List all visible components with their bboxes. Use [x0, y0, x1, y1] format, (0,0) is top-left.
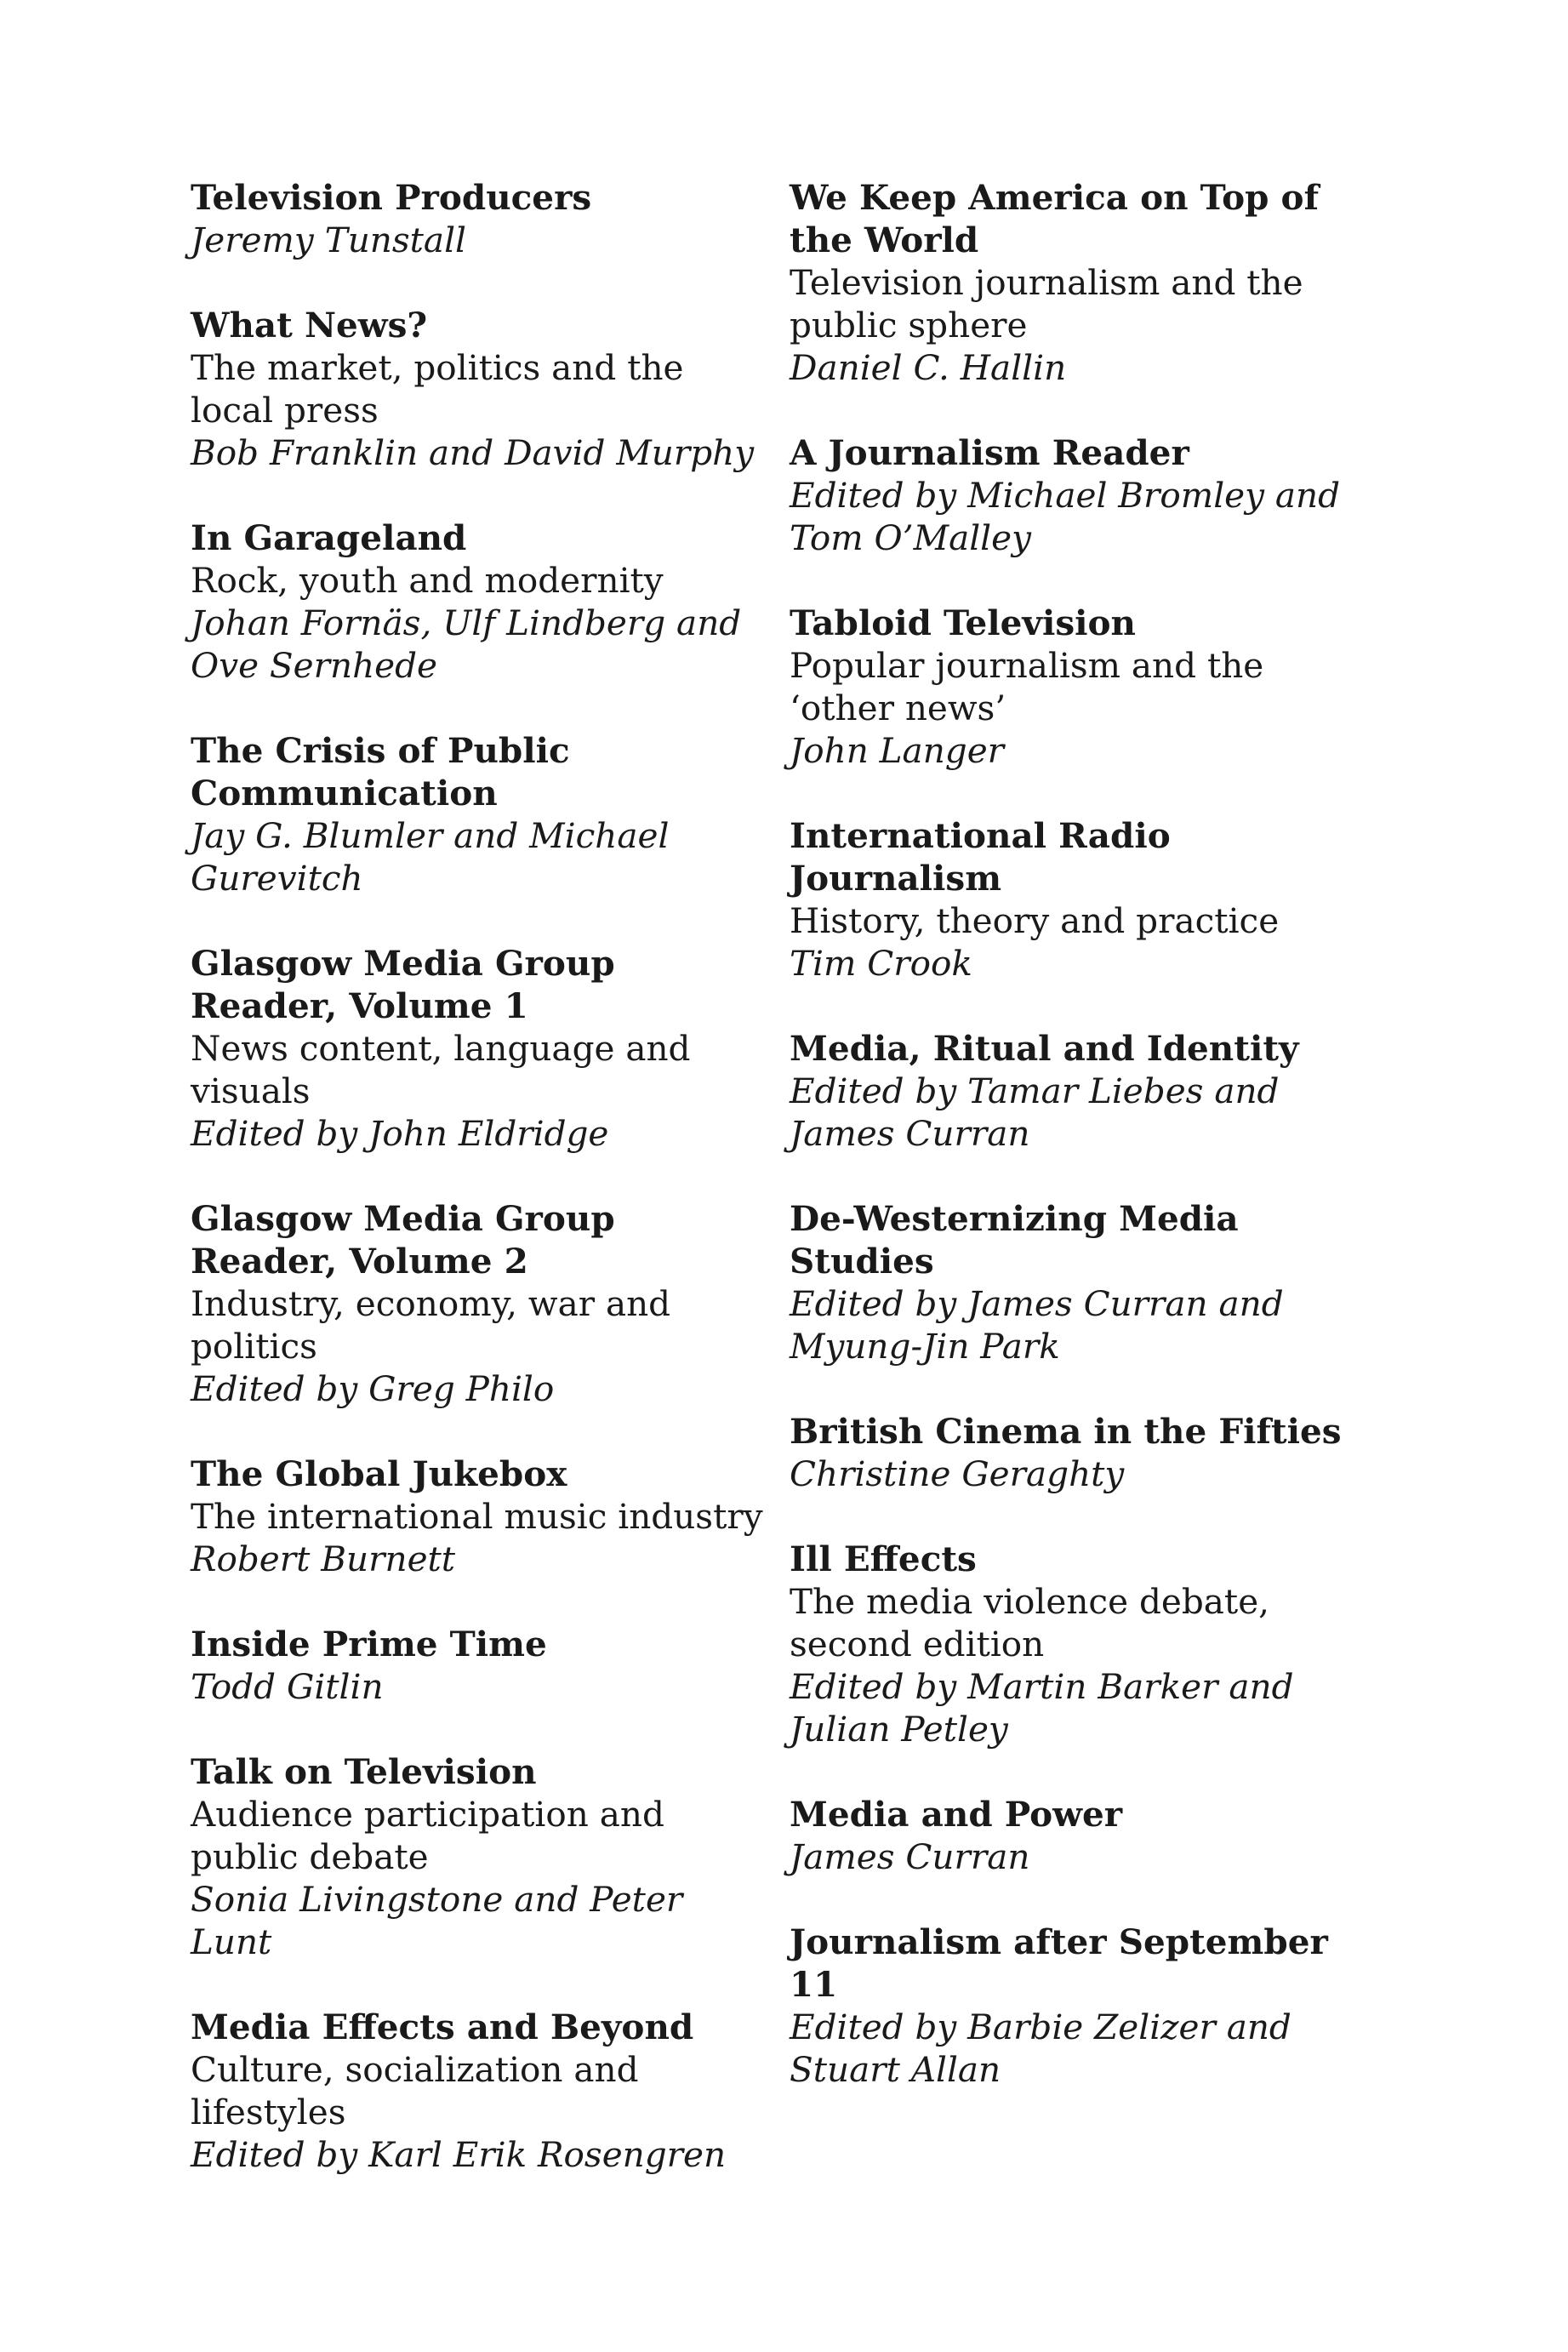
book-author: Edited by James Curran and Myung-Jin Park: [790, 1283, 1284, 1367]
book-author: Tim Crook: [790, 943, 972, 984]
book-author: Daniel C. Hallin: [790, 347, 1067, 388]
book-title: Glasgow Media Group Reader, Volume 1: [191, 943, 615, 1026]
book-title: We Keep America on Top of the World: [790, 177, 1319, 260]
book-title: Tabloid Television: [790, 602, 1136, 643]
book-entry: [790, 1538, 1368, 1750]
book-entry: [191, 176, 769, 261]
book-entry: [191, 517, 769, 687]
book-author: Edited by Greg Philo: [191, 1368, 555, 1409]
book-subtitle: The market, politics and the local press: [191, 347, 684, 431]
book-entry: [191, 729, 769, 899]
book-author: Johan Fornäs, Ulf Lindberg and Ove Sernhede: [191, 602, 742, 686]
book-entry: [191, 1623, 769, 1708]
book-title: De-Westernizing Media Studies: [790, 1198, 1239, 1282]
book-title: What News?: [191, 305, 428, 345]
book-author: John Langer: [790, 730, 1005, 771]
book-title: The Global Jukebox: [191, 1453, 567, 1494]
book-entry: [790, 176, 1368, 389]
book-title: Glasgow Media Group Reader, Volume 2: [191, 1198, 615, 1282]
book-title: Media and Power: [790, 1794, 1123, 1835]
book-entry: [790, 1921, 1368, 2091]
book-subtitle: Television journalism and the public sphere: [790, 262, 1303, 345]
book-entry: [191, 2006, 769, 2176]
book-subtitle: The international music industry: [191, 1496, 763, 1537]
book-subtitle: History, theory and practice: [790, 900, 1280, 941]
book-entry: [191, 304, 769, 474]
book-subtitle: Rock, youth and modernity: [191, 560, 664, 601]
book-author: Robert Burnett: [191, 1539, 456, 1579]
book-author: Edited by Martin Barker and Julian Petley: [790, 1666, 1294, 1750]
book-entry: [191, 1453, 769, 1580]
book-subtitle: News content, language and visuals: [191, 1028, 691, 1111]
book-author: James Curran: [790, 1836, 1030, 1877]
book-title: Journalism after September 11: [790, 1921, 1328, 2005]
book-entry: [790, 1410, 1368, 1495]
book-entry: [790, 431, 1368, 559]
book-author: Christine Geraghty: [790, 1453, 1125, 1494]
book-entry: [191, 1197, 769, 1410]
book-entry: [790, 814, 1368, 985]
book-title: Inside Prime Time: [191, 1624, 547, 1664]
book-entry: [191, 1750, 769, 1963]
book-subtitle: Popular journalism and the ‘other news’: [790, 645, 1264, 728]
book-title: In Garageland: [191, 517, 467, 558]
book-author: Edited by Tamar Liebes and James Curran: [790, 1070, 1280, 1154]
book-subtitle: Industry, economy, war and politics: [191, 1283, 671, 1367]
book-subtitle: The media violence debate, second edition: [790, 1581, 1270, 1664]
book-subtitle: Audience participation and public debate: [191, 1794, 664, 1877]
book-title: British Cinema in the Fifties: [790, 1411, 1342, 1452]
book-entry: [790, 602, 1368, 772]
book-author: Bob Franklin and David Murphy: [191, 432, 755, 473]
book-author: Edited by Karl Erik Rosengren: [191, 2134, 727, 2175]
book-entry: [790, 1197, 1368, 1367]
book-entry: [790, 1793, 1368, 1878]
book-title: Media Effects and Beyond: [191, 2007, 694, 2047]
book-title: A Journalism Reader: [790, 432, 1189, 473]
right-column: [790, 176, 1368, 2133]
book-author: Edited by Michael Bromley and Tom O’Malley: [790, 475, 1341, 558]
book-author: Sonia Livingstone and Peter Lunt: [191, 1879, 683, 1962]
book-title: Ill Effects: [790, 1539, 977, 1579]
book-author: Jay G. Blumler and Michael Gurevitch: [191, 815, 670, 899]
book-title: Media, Ritual and Identity: [790, 1028, 1299, 1069]
book-title: International Radio Journalism: [790, 815, 1171, 899]
book-entry: [790, 1027, 1368, 1155]
book-author: Jeremy Tunstall: [191, 220, 466, 260]
left-column: [191, 176, 769, 2218]
book-author: Todd Gitlin: [191, 1666, 384, 1707]
book-entry: [191, 942, 769, 1155]
book-author: Edited by John Eldridge: [191, 1113, 609, 1154]
book-title: Television Producers: [191, 177, 592, 218]
book-author: Edited by Barbie Zelizer and Stuart Allan: [790, 2007, 1291, 2090]
book-title: Talk on Television: [191, 1751, 537, 1792]
book-subtitle: Culture, socialization and lifestyles: [191, 2049, 639, 2132]
book-title: The Crisis of Public Communication: [191, 730, 570, 813]
